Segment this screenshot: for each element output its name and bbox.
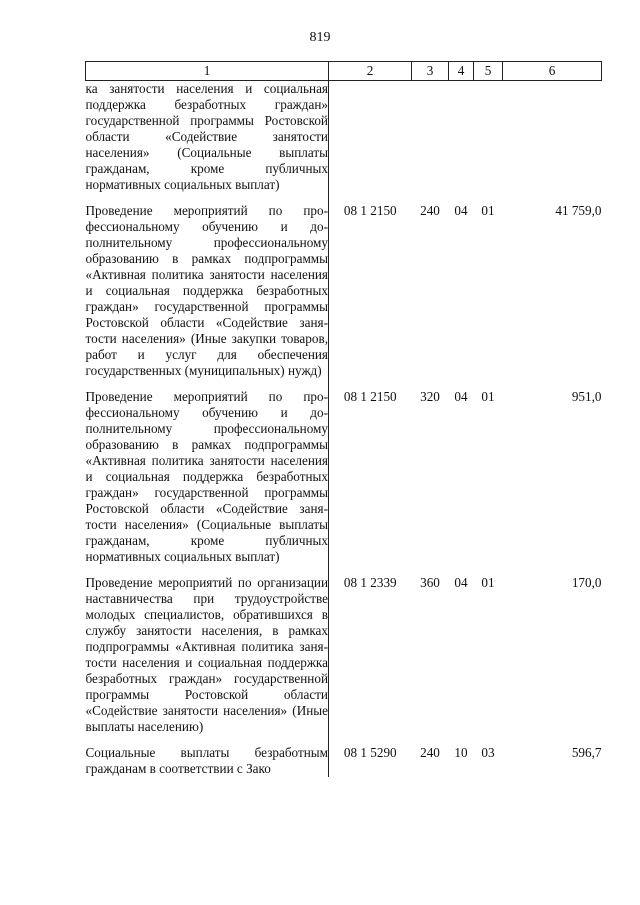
row-pr: 01 [481,575,495,590]
row-vr: 240 [420,745,440,760]
page-number: 819 [309,30,331,45]
row-spacer [86,735,602,745]
table-row [86,389,602,565]
budget-table [85,61,602,777]
table-row [86,745,602,777]
column-header-rz: 4 [449,62,474,81]
row-code: 08 1 2339 [343,575,397,590]
row-code: 08 1 2150 [343,203,397,218]
row-code: 08 1 5290 [343,745,397,760]
row-pr [474,81,503,194]
column-header-code: 2 [329,62,412,81]
row-amount [503,81,602,194]
row-amount: 170,0 [571,575,602,590]
column-header-pr: 5 [474,62,503,81]
row-pr: 01 [481,389,495,404]
row-vr: 240 [420,203,440,218]
row-description: ка занятости населения и социальная поддержка безработных граждан» государственной программы Ростовской области «Содействие занятости населения» (Социальные выплаты гражданам, кроме публичных нормативных социальных выплат) [85,81,328,192]
table-header-row [86,62,602,81]
row-description: Социальные выплаты безработным гражданам в соответствии с Зако [85,745,328,776]
column-header-vr: 3 [412,62,449,81]
column-header-amount: 6 [503,62,602,81]
row-amount: 596,7 [571,745,602,760]
row-spacer [86,565,602,575]
row-spacer [86,379,602,389]
row-vr: 360 [420,575,440,590]
table-row [86,575,602,735]
table-row [86,81,602,194]
row-description: Проведение мероприятий по организации наставничества при трудоустройстве молодых специалистов, обратившихся в службу занятости населения, в рамках подпрограммы «Активная политика занятости населения и социальная поддержка безработных граждан» государственной программы Ростовской области «Содействие занятости населения» (Иные выплаты населению) [85,575,328,734]
row-rz: 04 [454,389,468,404]
row-rz: 04 [454,575,468,590]
row-pr: 01 [481,203,495,218]
row-code: 08 1 2150 [343,389,397,404]
row-code [329,81,412,194]
row-description: Проведение мероприятий по профессиональному обучению и дополнительному профессиональному образованию в рамках подпрограммы «Активная политика занятости населения и социальная поддержка безработных граждан» государственной программы Ростовской области «Содействие занятости населения» (Социальные выплаты гражданам, кроме публичных нормативных социальных выплат) [85,389,328,564]
row-amount: 951,0 [571,389,602,404]
row-vr: 320 [420,389,440,404]
column-header-description: 1 [86,62,329,81]
row-spacer [86,193,602,203]
table-row [86,203,602,379]
row-vr [412,81,449,194]
row-amount: 41 759,0 [555,203,602,218]
row-rz [449,81,474,194]
row-rz: 04 [454,203,468,218]
row-rz: 10 [454,745,468,760]
row-pr: 03 [481,745,495,760]
row-description: Проведение мероприятий по профессиональному обучению и дополнительному профессиональному образованию в рамках подпрограммы «Активная политика занятости населения и социальная поддержка безработных граждан» государственной программы Ростовской области «Содействие занятости населения» (Иные закупки товаров, работ и услуг для обеспечения государственных (муниципальных) нужд) [85,203,328,378]
